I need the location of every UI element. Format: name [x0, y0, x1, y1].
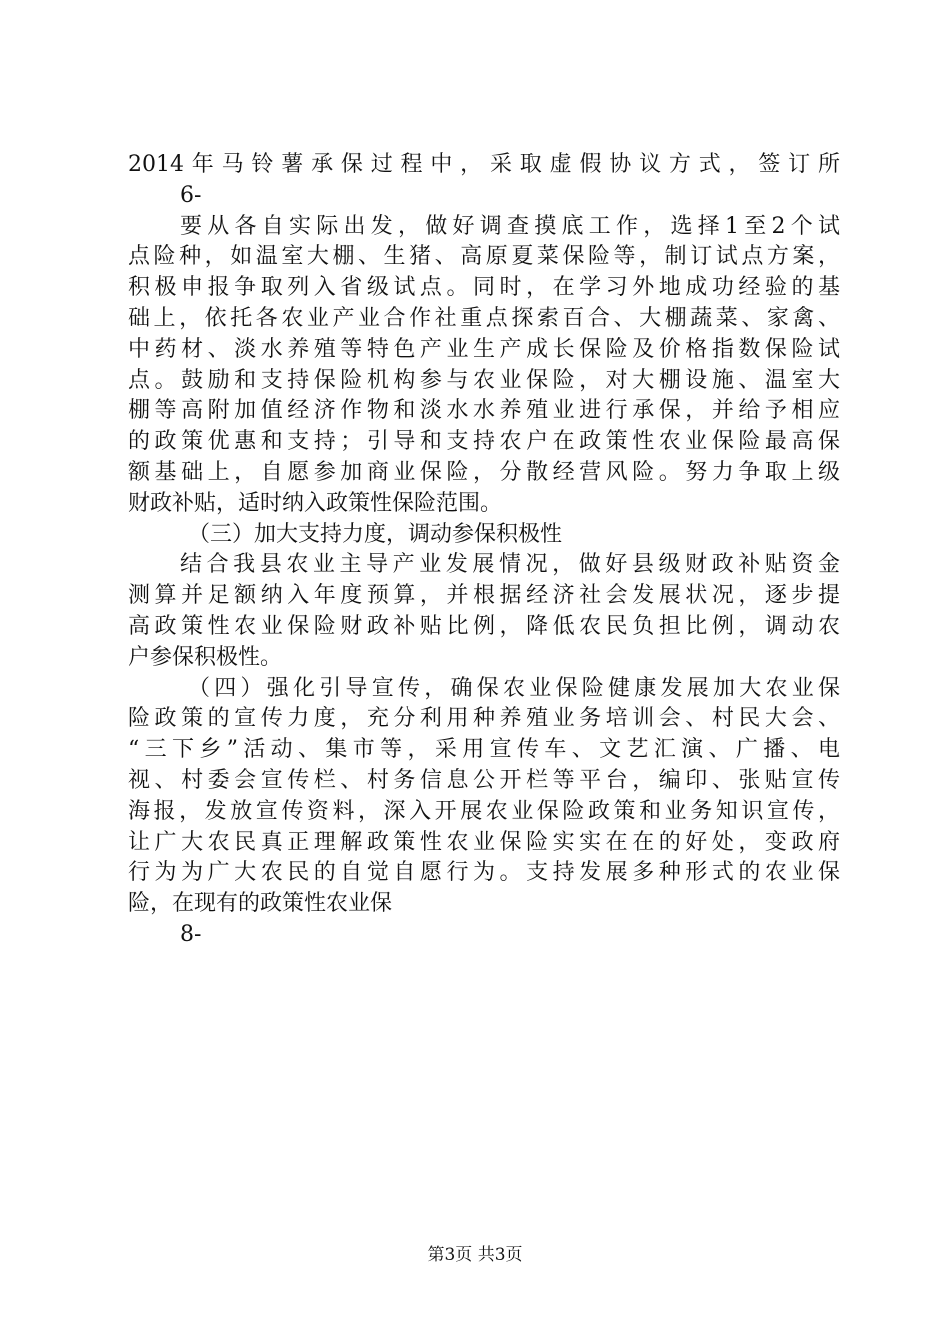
page-marker: 8-: [180, 921, 202, 947]
text-line: 棚等高附加值经济作物和淡水水养殖业进行承保，并给予相应: [128, 398, 840, 424]
text-line: 测算并足额纳入年度预算，并根据经济社会发展状况，逐步提: [128, 583, 840, 609]
paragraph-start: 结合我县农业主导产业发展情况，做好县级财政补贴资金: [180, 552, 840, 578]
text-line: 险政策的宣传力度，充分利用种养殖业务培训会、村民大会、: [128, 706, 840, 732]
text-line: 行为为广大农民的自觉自愿行为。支持发展多种形式的农业保: [128, 860, 840, 886]
paragraph-end: 险，在现有的政策性农业保: [128, 891, 393, 917]
text-line: 点。鼓励和支持保险机构参与农业保险，对大棚设施、温室大: [128, 367, 840, 393]
text-line: “三下乡”活动、集市等，采用宣传车、文艺汇演、广播、电: [128, 737, 840, 763]
section-heading: （四）强化引导宣传，确保农业保险健康发展加大农业保: [188, 675, 840, 701]
text-line: 让广大农民真正理解政策性农业保险实实在在的好处，变政府: [128, 829, 840, 855]
text-line: 中药材、淡水养殖等特色产业生产成长保险及价格指数保险试: [128, 336, 840, 362]
paragraph-start: 要从各自实际出发，做好调查摸底工作，选择1至2个试: [180, 213, 840, 239]
text-line: 点险种，如温室大棚、生猪、高原夏菜保险等，制订试点方案，: [128, 244, 840, 270]
text-line: 的政策优惠和支持；引导和支持农户在政策性农业保险最高保: [128, 429, 840, 455]
text-line: 础上，依托各农业产业合作社重点探索百合、大棚蔬菜、家禽、: [128, 305, 840, 331]
page-footer: 第3页 共3页: [427, 1245, 523, 1265]
paragraph-end: 财政补贴，适时纳入政策性保险范围。: [128, 490, 503, 516]
page-marker: 6-: [180, 182, 202, 208]
text-line: 视、村委会宣传栏、村务信息公开栏等平台，编印、张贴宣传: [128, 767, 840, 793]
section-heading: （三）加大支持力度，调动参保积极性: [188, 521, 563, 547]
text-line: 高政策性农业保险财政补贴比例，降低农民负担比例，调动农: [128, 613, 840, 639]
paragraph-end: 户参保积极性。: [128, 644, 283, 670]
document-body: [128, 150, 840, 951]
text-line: 2014年马铃薯承保过程中，采取虚假协议方式，签订所: [128, 152, 840, 177]
text-line: 额基础上，自愿参加商业保险，分散经营风险。努力争取上级: [128, 459, 840, 485]
text-line: 积极申报争取列入省级试点。同时，在学习外地成功经验的基: [128, 275, 840, 301]
text-line: 海报，发放宣传资料，深入开展农业保险政策和业务知识宣传，: [128, 798, 840, 824]
